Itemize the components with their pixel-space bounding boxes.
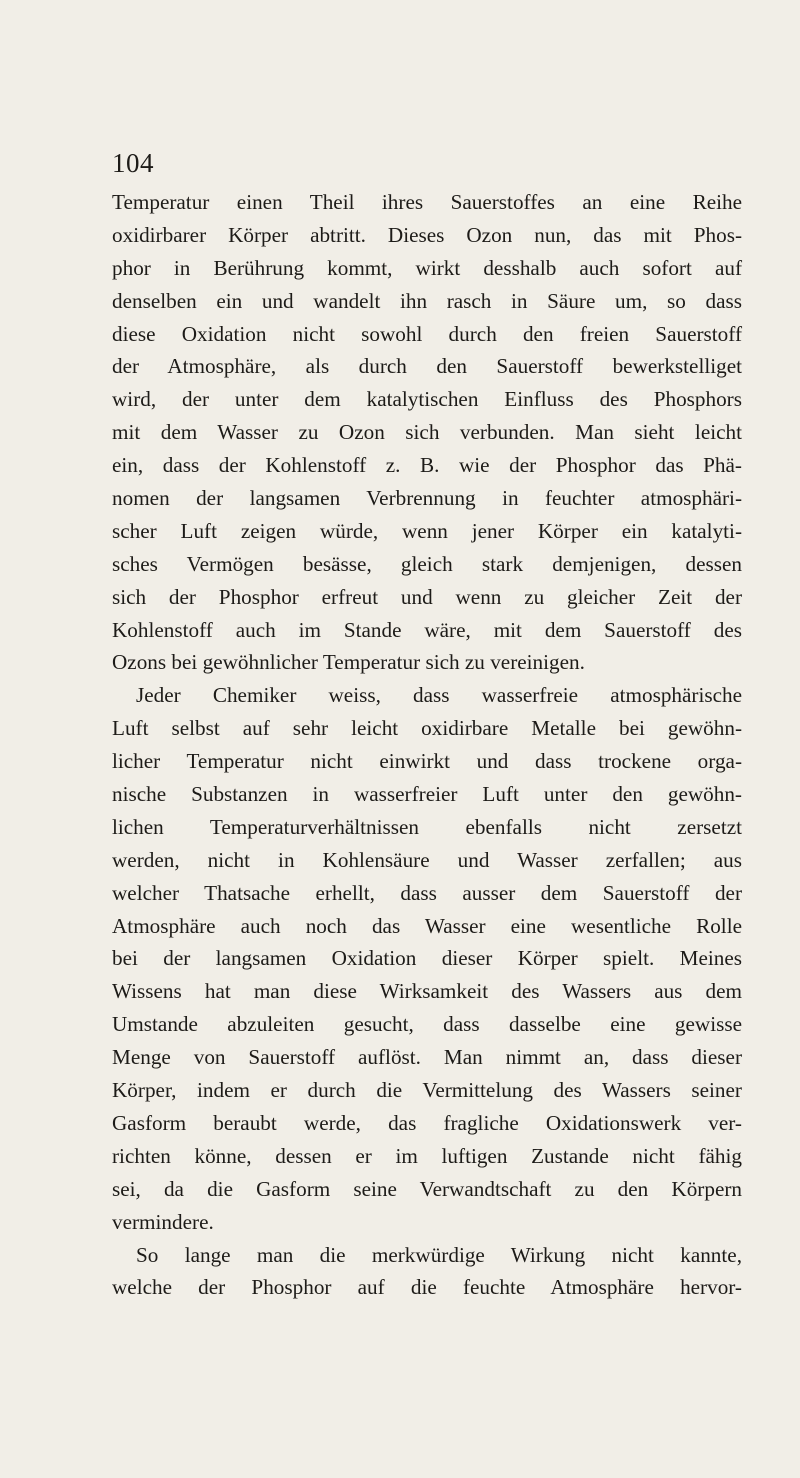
text-line: ein, dass der Kohlenstoff z. B. wie der Phosphor das Phä-: [112, 453, 742, 478]
text-line: der Atmosphäre, als durch den Sauerstoff bewerkstelliget: [112, 354, 742, 379]
text-line: nomen der langsamen Verbrennung in feuchter atmosphäri-: [112, 486, 742, 511]
text-line: Ozons bei gewöhnlicher Temperatur sich zu vereinigen.: [112, 650, 585, 675]
text-line: Gasform beraubt werde, das fragliche Oxidationswerk ver-: [112, 1110, 742, 1135]
text-line: welcher Thatsache erhellt, dass ausser dem Sauerstoff der: [112, 880, 742, 905]
page-number: 104: [112, 148, 154, 178]
text-line: Jeder Chemiker weiss, dass wasserfreie atmosphärische: [136, 683, 742, 708]
text-line: licher Temperatur nicht einwirkt und dass trockene orga-: [112, 749, 742, 774]
text-line: denselben ein und wandelt ihn rasch in Säure um, so dass: [112, 288, 742, 313]
text-line: Luft selbst auf sehr leicht oxidirbare Metalle bei gewöhn-: [112, 716, 742, 741]
text-line: richten könne, dessen er im luftigen Zustande nicht fähig: [112, 1143, 742, 1168]
text-line: Menge von Sauerstoff auflöst. Man nimmt an, dass dieser: [112, 1045, 742, 1070]
body-text: [112, 186, 742, 1304]
text-line: werden, nicht in Kohlensäure und Wasser zerfallen; aus: [112, 847, 742, 872]
text-line: Umstande abzuleiten gesucht, dass dasselbe eine gewisse: [112, 1012, 742, 1037]
text-line: Atmosphäre auch noch das Wasser eine wesentliche Rolle: [112, 913, 742, 938]
text-line: nische Substanzen in wasserfreier Luft unter den gewöhn-: [112, 782, 742, 807]
text-line: sich der Phosphor erfreut und wenn zu gleicher Zeit der: [112, 584, 742, 609]
text-line: lichen Temperaturverhältnissen ebenfalls nicht zersetzt: [112, 814, 742, 839]
text-line: So lange man die merkwürdige Wirkung nicht kannte,: [136, 1242, 742, 1267]
text-line: wird, der unter dem katalytischen Einfluss des Phosphors: [112, 387, 742, 412]
text-line: Körper, indem er durch die Vermittelung des Wassers seiner: [112, 1078, 742, 1103]
text-line: welche der Phosphor auf die feuchte Atmosphäre hervor-: [112, 1275, 742, 1300]
text-line: oxidirbarer Körper abtritt. Dieses Ozon nun, das mit Phos-: [112, 222, 742, 247]
text-line: scher Luft zeigen würde, wenn jener Körper ein katalyti-: [112, 518, 742, 543]
text-line: mit dem Wasser zu Ozon sich verbunden. Man sieht leicht: [112, 420, 742, 445]
text-line: sches Vermögen besässe, gleich stark demjenigen, dessen: [112, 551, 742, 576]
text-line: Wissens hat man diese Wirksamkeit des Wassers aus dem: [112, 979, 742, 1004]
text-line: vermindere.: [112, 1209, 214, 1234]
text-line: Kohlenstoff auch im Stande wäre, mit dem Sauerstoff des: [112, 617, 742, 642]
text-line: diese Oxidation nicht sowohl durch den freien Sauerstoff: [112, 321, 742, 346]
text-line: Temperatur einen Theil ihres Sauerstoffes an eine Reihe: [112, 190, 742, 214]
text-line: sei, da die Gasform seine Verwandtschaft zu den Körpern: [112, 1176, 742, 1201]
text-line: phor in Berührung kommt, wirkt desshalb auch sofort auf: [112, 255, 742, 280]
text-line: bei der langsamen Oxidation dieser Körper spielt. Meines: [112, 946, 742, 971]
